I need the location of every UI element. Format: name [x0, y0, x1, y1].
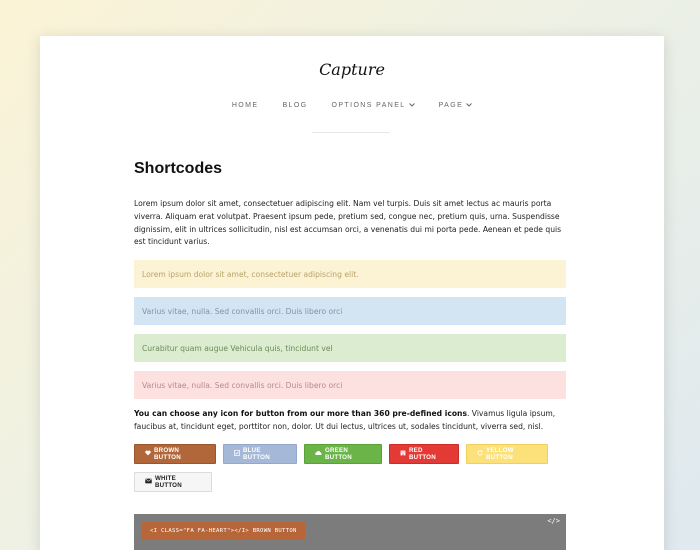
chevron-down-icon — [466, 102, 472, 109]
yellow-button[interactable] — [466, 444, 548, 464]
nav-item-page[interactable] — [427, 102, 485, 109]
alert-success: Curabitur quam augue Vehicula quis, tincidunt vel — [134, 334, 566, 362]
chevron-down-icon — [409, 102, 415, 109]
nav-item-label: PAGE — [438, 102, 464, 109]
cloud-icon — [315, 450, 322, 458]
code-block — [134, 514, 566, 550]
envelope-icon — [145, 478, 152, 486]
button-label: RED BUTTON — [409, 446, 436, 461]
check-square-icon — [234, 450, 240, 458]
main-content — [134, 160, 566, 492]
alert-danger: Varius vitae, nulla. Sed convallis orci. Duis libero orci — [134, 371, 566, 399]
nav-divider — [312, 132, 390, 133]
nav-item-home[interactable] — [220, 102, 271, 109]
intro-paragraph: Lorem ipsum dolor sit amet, consectetuer adipiscing elit. Nam vel turpis. Duis sit amet lectus ac mauris porta viverra. Aliquam erat volutpat. Praesent ipsum pede, pretium sed, congue nec, pretium quis, urna. Suspendisse dignissim, elit in ultrices sollicitudin, nisl est accumsan orci, a venenatis dui mi porta pede. Aenean et pede quis est tincidunt varius. — [134, 199, 562, 247]
nav-item-label: OPTIONS PANEL — [331, 102, 406, 109]
white-button[interactable] — [134, 472, 212, 492]
building-icon — [400, 450, 406, 458]
code-toggle-icon[interactable]: </> — [547, 517, 560, 525]
button-label: BLUE BUTTON — [243, 446, 270, 461]
red-button[interactable] — [389, 444, 459, 464]
main-nav — [40, 102, 664, 109]
page-title: Shortcodes — [134, 160, 223, 177]
alert-info: Varius vitae, nulla. Sed convallis orci. Duis libero orci — [134, 297, 566, 325]
nav-item-label: BLOG — [282, 102, 308, 109]
button-label: GREEN BUTTON — [325, 446, 352, 461]
button-label: BROWN BUTTON — [154, 446, 181, 461]
heart-icon — [145, 450, 151, 458]
code-snippet: <I CLASS="FA FA-HEART"></I> BROWN BUTTON — [142, 522, 305, 540]
refresh-icon — [477, 450, 483, 458]
green-button[interactable] — [304, 444, 382, 464]
alert-warning: Lorem ipsum dolor sit amet, consectetuer adipiscing elit. — [134, 260, 566, 288]
nav-item-label: HOME — [231, 102, 259, 109]
blue-button[interactable] — [223, 444, 297, 464]
site-logo[interactable]: Capture — [319, 60, 385, 79]
page-card — [40, 36, 664, 550]
nav-item-blog[interactable] — [270, 102, 319, 109]
icons-paragraph-rest: . Vivamus ligula ipsum, faucibus at, tincidunt eget, porttitor non, dolor. Ut dui lectus, ultrices ut, sodales tincidunt, viverra sed, nisl. — [134, 409, 556, 431]
nav-item-options-panel[interactable] — [320, 102, 427, 109]
icons-paragraph — [134, 408, 566, 434]
button-label: WHITE BUTTON — [155, 474, 182, 489]
icons-paragraph-bold: You can choose any icon for button from our more than 360 pre-defined icons — [134, 409, 467, 419]
button-group — [134, 444, 566, 492]
brown-button[interactable] — [134, 444, 216, 464]
button-label: YELLOW BUTTON — [486, 446, 514, 461]
